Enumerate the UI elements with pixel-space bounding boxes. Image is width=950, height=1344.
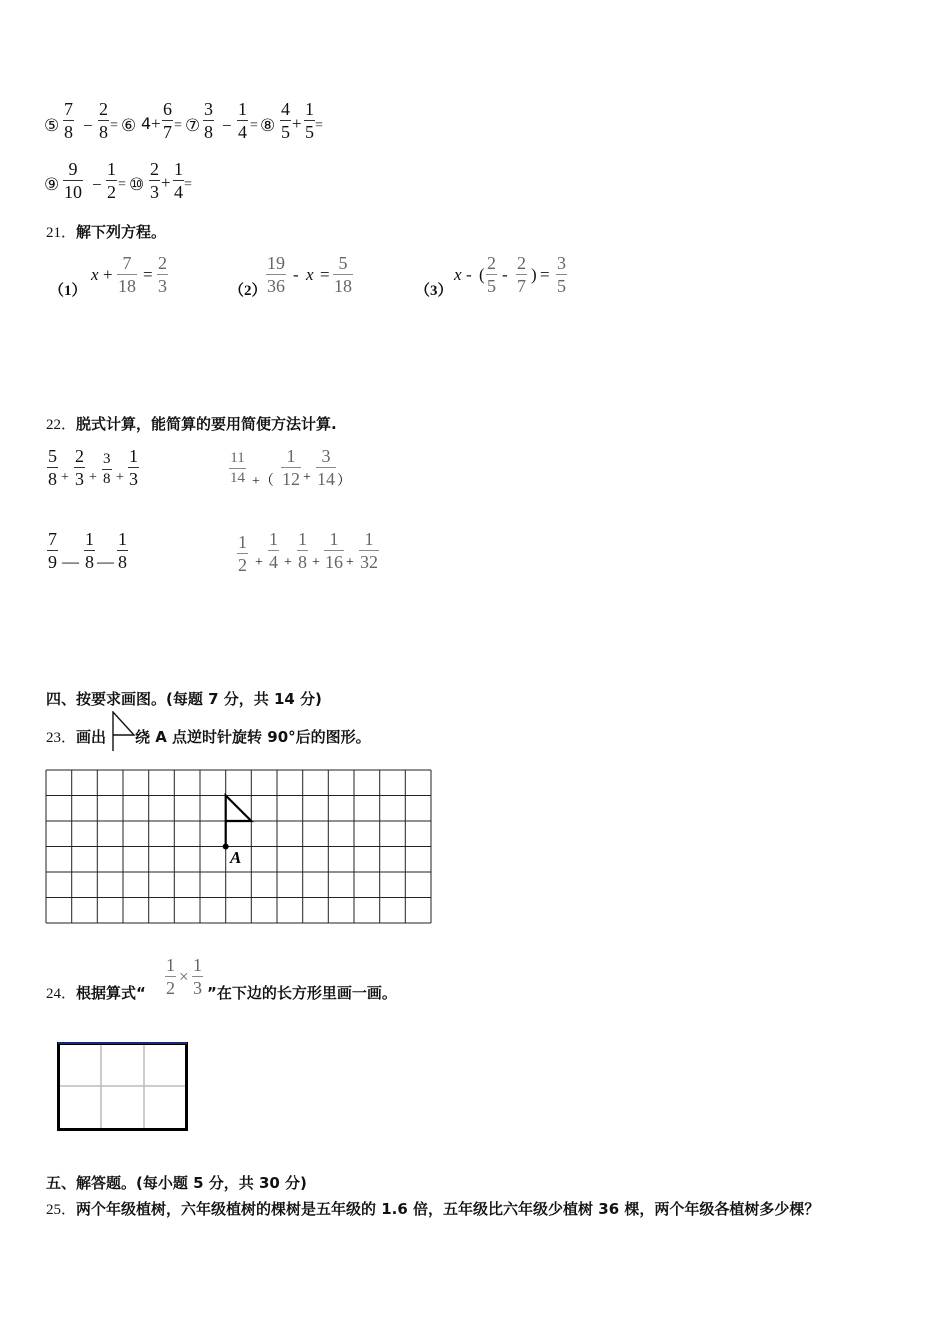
circled-number-7: ⑦ (185, 116, 201, 135)
fraction: 2 5 (487, 253, 496, 296)
section-5-heading: 五、解答题。(每小题 5 分，共 30 分) (46, 1174, 307, 1192)
fraction: 3 5 (557, 253, 566, 296)
fraction: 2 7 (517, 253, 526, 296)
fraction: 1 4 (269, 529, 278, 572)
fraction: 3 8 (103, 451, 111, 487)
fraction: 6 7 (163, 99, 172, 142)
operator: + (116, 470, 124, 485)
fraction: 2 8 (99, 99, 108, 142)
operator: + (161, 173, 171, 192)
circled-number-8: ⑧ (260, 116, 276, 135)
fraction: 1 32 (360, 529, 378, 572)
fraction: 9 10 (64, 159, 82, 202)
drawing-rectangle (56, 1041, 190, 1133)
section-4-heading: 四、按要求画图。(每题 7 分，共 14 分) (46, 690, 322, 708)
fraction: 1 2 (107, 159, 116, 202)
circled-number-9: ⑨ (44, 175, 60, 194)
fraction: 5 18 (334, 253, 352, 296)
equals: = (315, 118, 323, 133)
question-22-title: 22．脱式计算，能简算的要用简便方法计算. (46, 415, 337, 433)
operator: + (312, 555, 320, 570)
fraction: 7 8 (64, 99, 73, 142)
operator: − (92, 175, 102, 194)
flag-shape-icon (108, 711, 138, 753)
flag-figure (226, 796, 252, 847)
fraction: 2 3 (150, 159, 159, 202)
equation-label: （2） (229, 283, 267, 299)
fraction: 1 2 (238, 532, 247, 575)
operator: +（ (252, 474, 274, 489)
equals: = (250, 118, 258, 133)
fraction: 19 36 (267, 253, 285, 296)
equals: = (184, 177, 192, 192)
equals: = (174, 118, 182, 133)
operator: - (502, 265, 508, 284)
fraction: 4 5 (281, 99, 290, 142)
fraction: 2 3 (158, 253, 167, 296)
operator: + (346, 555, 354, 570)
fraction: 3 14 (317, 446, 335, 489)
question-23-text: 绕 A 点逆时针旋转 90°后的图形。 (135, 728, 371, 746)
fraction: 1 3 (193, 955, 202, 998)
fraction: 7 9 (48, 529, 57, 572)
rotation-grid (44, 768, 434, 926)
question-21-title: 21．解下列方程。 (46, 223, 167, 241)
operator: − (83, 116, 93, 135)
question-23-number: 23．画出 (46, 728, 107, 746)
fraction: 1 4 (174, 159, 183, 202)
question-24-number: 24．根据算式“ (46, 984, 146, 1002)
fraction: 5 8 (48, 446, 57, 489)
operator: + (151, 114, 161, 133)
point-a (223, 844, 229, 850)
fraction: 3 8 (204, 99, 213, 142)
question-25: 25．两个年级植树，六年级植树的棵树是五年级的 1.6 倍，五年级比六年级少植树 36 棵，两个年级各植树多少棵？ (46, 1200, 820, 1218)
operator: + (61, 470, 69, 485)
operator: — (97, 552, 114, 571)
operator: + (103, 265, 113, 284)
equals: = (143, 265, 153, 284)
equation-label: （1） (49, 283, 87, 299)
fraction: 11 14 (230, 450, 245, 486)
fraction: 1 5 (305, 99, 314, 142)
equation-label: （3） (415, 283, 453, 299)
question-24-text: ”在下边的长方形里画一画。 (207, 984, 397, 1002)
integer: 4 (141, 114, 152, 133)
paren: ) (531, 265, 537, 284)
operator: − (222, 116, 232, 135)
variable-x: x (454, 265, 462, 284)
circled-number-10: ⑩ (129, 175, 145, 194)
operator: + (303, 470, 311, 485)
variable-x: x (306, 265, 314, 284)
operator: + (255, 555, 263, 570)
times-symbol: × (179, 967, 189, 986)
fraction: 1 3 (129, 446, 138, 489)
fraction: 1 16 (325, 529, 343, 572)
operator: + (89, 470, 97, 485)
fraction: 1 2 (166, 955, 175, 998)
operator: + (292, 114, 302, 133)
equals: = (110, 118, 118, 133)
point-a-label: A (230, 848, 242, 867)
circled-number-6: ⑥ (121, 116, 137, 135)
equals: = (540, 265, 550, 284)
fraction: 1 8 (118, 529, 127, 572)
operator: — (62, 552, 79, 571)
fraction: 1 8 (298, 529, 307, 572)
circled-number-5: ⑤ (44, 116, 60, 135)
fraction: 2 3 (75, 446, 84, 489)
operator: + (284, 555, 292, 570)
variable-x: x (91, 265, 99, 284)
fraction: 1 4 (238, 99, 247, 142)
fraction: 1 12 (282, 446, 300, 489)
paren: ） (337, 474, 351, 489)
operator: - (293, 265, 299, 284)
equals: = (118, 177, 126, 192)
equals: = (320, 265, 330, 284)
operator: - (466, 265, 472, 284)
paren: ( (479, 265, 485, 284)
fraction: 1 8 (85, 529, 94, 572)
fraction: 7 18 (118, 253, 136, 296)
